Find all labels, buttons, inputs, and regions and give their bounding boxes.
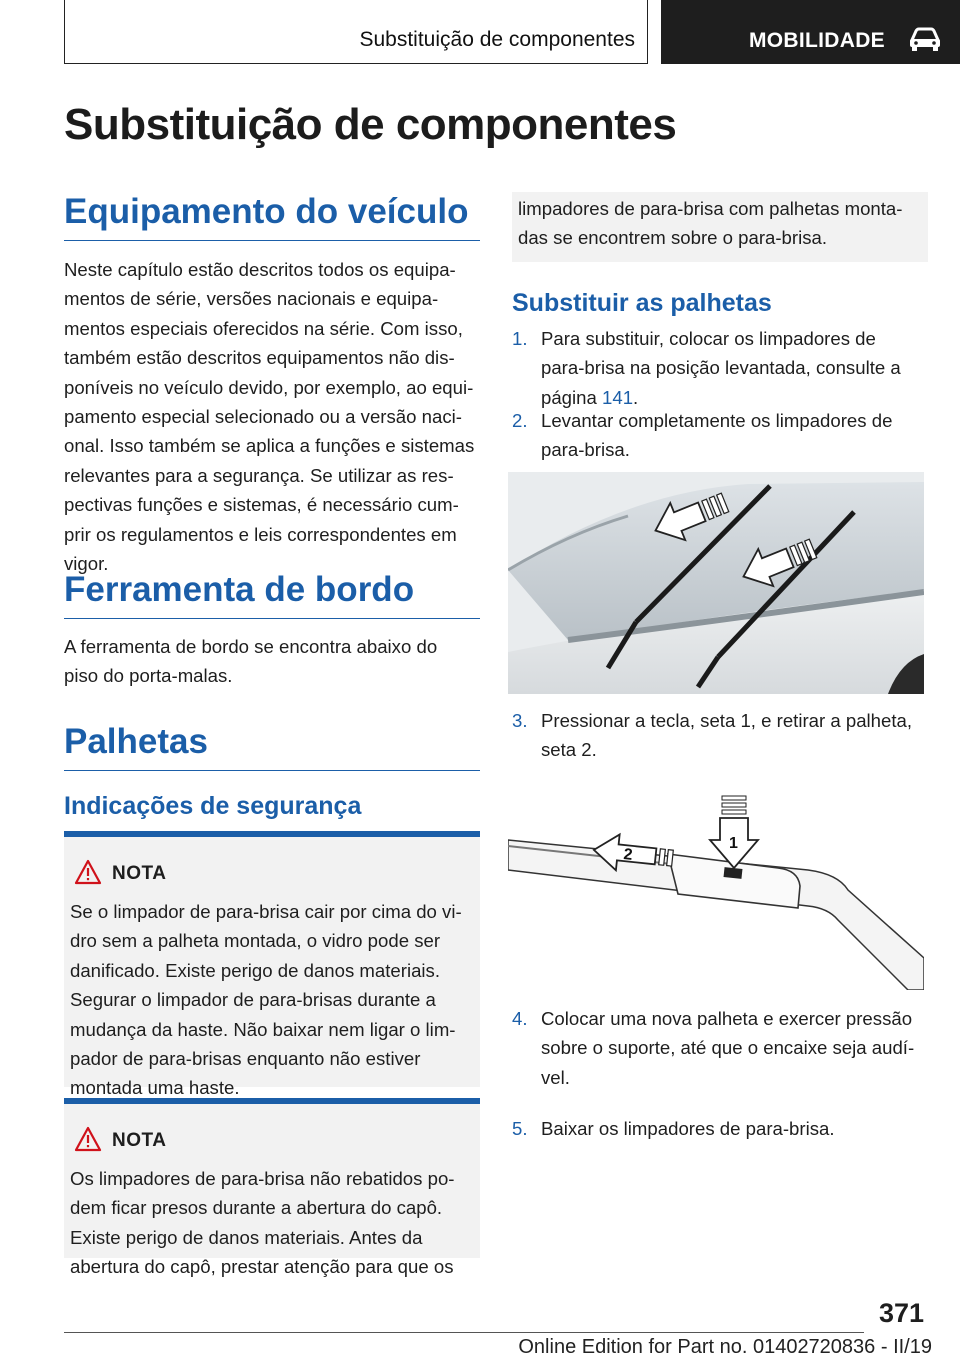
warning-box xyxy=(64,831,480,1099)
warning-triangle-icon xyxy=(74,859,102,885)
step-text-part: . xyxy=(633,386,639,408)
step-text xyxy=(541,324,928,412)
section-body-equipamento: Neste capítulo estão descritos todos os equipa- mentos de série, versões nacionais e equipa- mentos especiais oferecidos na série. Com isso, também estão descritos equipamentos não dis- poníveis no veículo devido, por exemplo, ao equi- pamento especial selecionado ou a versão naci- onal. Isso também se aplica a funções e sistemas relevantes para a segurança. Se utilizar as res- pectivas funções e sistemas, é necessário cum- prir os regulamentos e leis correspondentes em vigor. xyxy=(64,259,475,575)
section-body-ferramenta: A ferramenta de bordo se encontra abaixo do piso do porta-malas. xyxy=(64,636,438,687)
subsection-title-substituir: Substituir as palhetas xyxy=(512,289,772,317)
step-number: 2. xyxy=(512,410,528,431)
step-text: Colocar uma nova palheta e exercer pressão sobre o suporte, até que o encaixe seja audí- vel. xyxy=(541,1008,915,1088)
warning-continuation-text: limpadores de para-brisa com palhetas monta- das se encontrem sobre o para-brisa. xyxy=(518,198,903,249)
subsection-title-seguranca: Indicações de segurança xyxy=(64,792,362,820)
warning-triangle-icon xyxy=(74,1126,102,1152)
warning-text: Se o limpador de para-brisa cair por cima do vi- dro sem a palheta montada, o vidro pode ser danificado. Existe perigo de danos materiais. Segurar o limpador de para-brisas durante a mudança da haste. Não baixar nem ligar o lim- pador de para-brisas enquanto não estiver montada uma haste. xyxy=(70,901,462,1099)
header-chapter-title: MOBILIDADE xyxy=(749,29,885,52)
step-text-part: Para substituir, colocar os limpadores de para-brisa na posição levantada, consulte a página xyxy=(541,328,901,408)
step-text: Levantar completamente os limpadores de para-brisa. xyxy=(541,410,893,461)
header-section-tab xyxy=(64,0,648,64)
arrow-1-icon xyxy=(710,796,758,868)
arrow-label: 1 xyxy=(729,835,738,852)
section-title-palhetas: Palhetas xyxy=(64,722,480,771)
step-number: 4. xyxy=(512,1008,528,1029)
page-number: 371 xyxy=(878,1298,924,1328)
figure-wiper-blade-release xyxy=(508,790,924,990)
footer-divider xyxy=(64,1332,864,1333)
step-number: 3. xyxy=(512,710,528,731)
section-title-equipamento: Equipamento do veículo xyxy=(64,192,480,241)
step-text: Pressionar a tecla, seta 1, e retirar a palheta, seta 2. xyxy=(541,710,913,761)
warning-text: Os limpadores de para-brisa não rebatidos po- dem ficar presos durante a abertura do capô. Existe perigo de danos materiais. Antes da abertura do capô, prestar atenção para que os xyxy=(70,1168,455,1278)
page-title: Substituição de componentes xyxy=(64,100,677,149)
page-link[interactable]: 141 xyxy=(602,386,634,408)
arrow-label: 2 xyxy=(622,846,634,864)
step-text: Baixar os limpadores de para-brisa. xyxy=(541,1118,835,1139)
section-title-ferramenta: Ferramenta de bordo xyxy=(64,570,480,619)
header-chapter-tab xyxy=(661,0,960,64)
warning-label: NOTA xyxy=(112,1130,167,1151)
figure-wipers-raised xyxy=(508,472,924,694)
warning-box xyxy=(64,1098,480,1278)
step-number: 5. xyxy=(512,1118,528,1139)
footer-edition: Online Edition for Part no. 01402720836 - II/19 xyxy=(518,1336,932,1358)
header-section-title: Substituição de componentes xyxy=(359,28,635,51)
warning-continuation-box xyxy=(512,192,928,262)
step-number: 1. xyxy=(512,328,528,349)
car-icon xyxy=(908,26,942,52)
warning-label: NOTA xyxy=(112,863,167,884)
